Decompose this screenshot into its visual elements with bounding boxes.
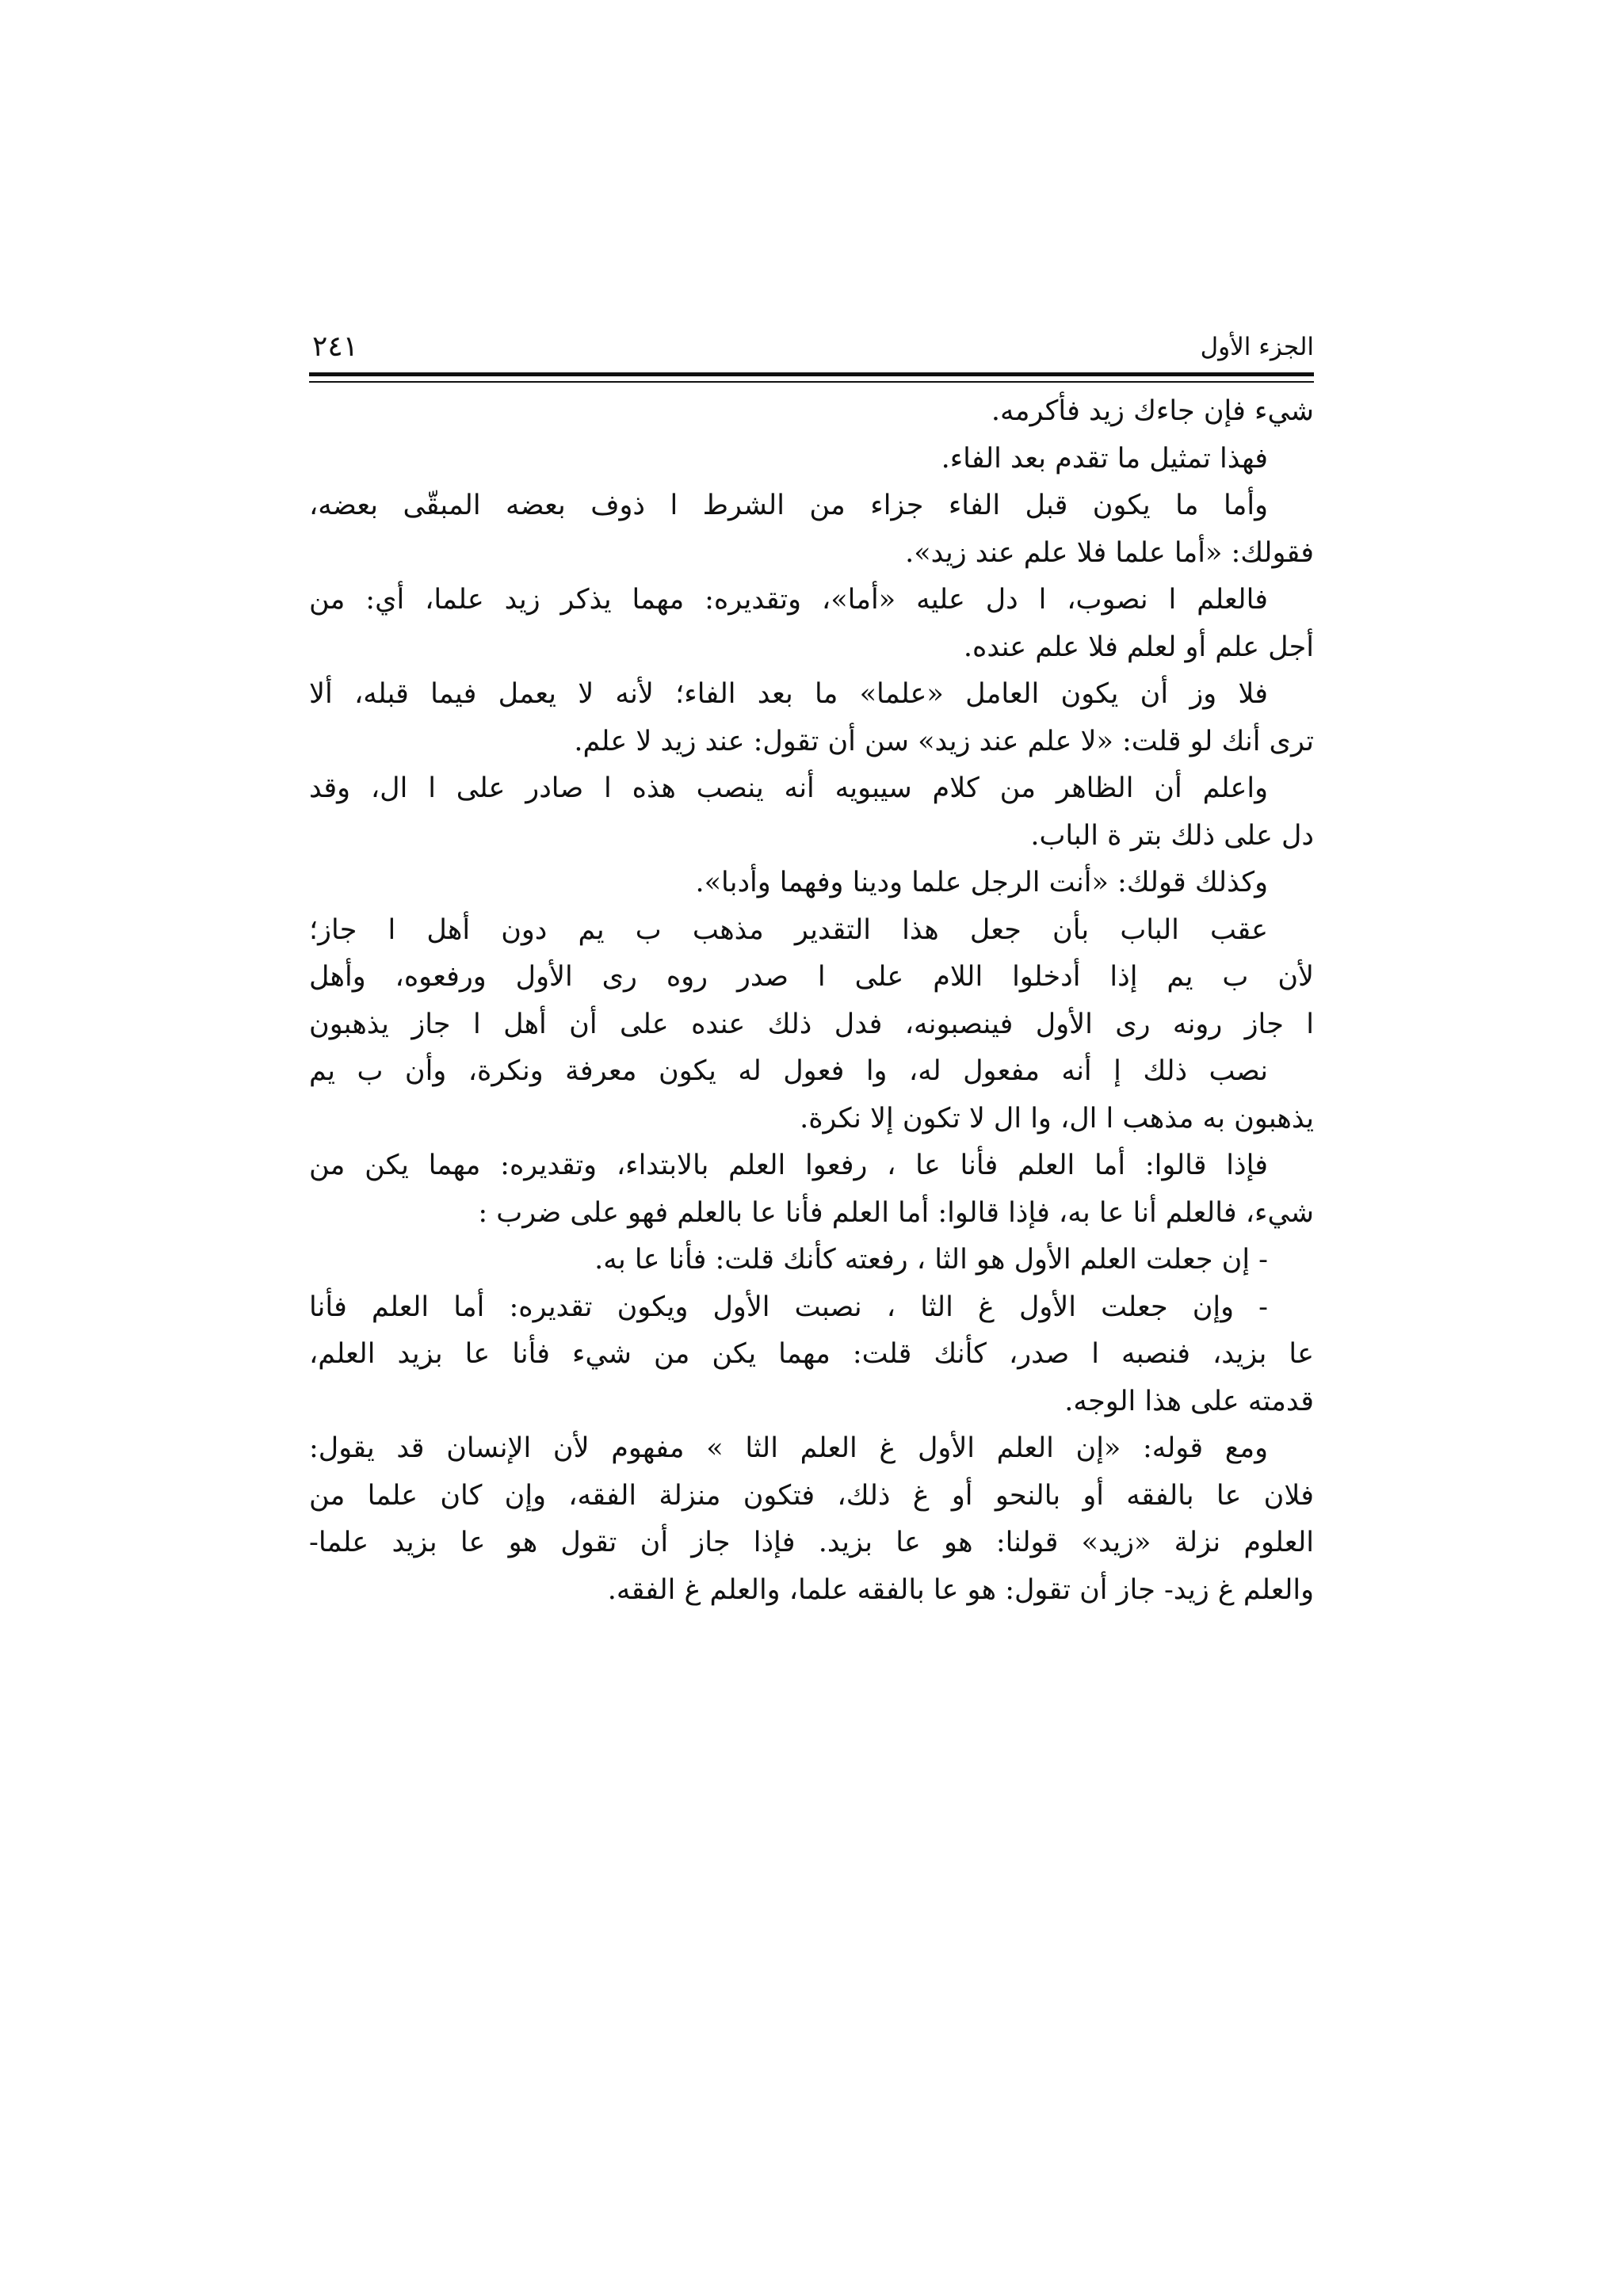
- text-line: شيء فإن جاءك زيد فأكرمه.: [991, 395, 1314, 427]
- text-line: فلان عا بالفقه أو بالنحو أو غ ذلك، فتكون منزلة الفقه، وإن كان علما من: [309, 1479, 1314, 1512]
- text-line: ا جاز رونه رى الأول فينصبونه، فدل ذلك عنده على أن أهل ا جاز يذهبون: [309, 1008, 1314, 1040]
- text-line: أجل علم أو لعلم فلا علم عنده.: [963, 631, 1314, 663]
- page-header: [309, 323, 1314, 371]
- text-line: ومع قوله: «إن العلم الأول غ العلم الثا » مفهوم لأن الإنسان قد يقول:: [309, 1432, 1268, 1464]
- text-line: والعلم غ زيد- جاز أن تقول: هو عا بالفقه علما، والعلم غ الفقه.: [607, 1573, 1314, 1606]
- text-line: دل على ذلك بتر ة الباب.: [1030, 819, 1314, 852]
- text-line: نصب ذلك إ أنه مفعول له، وا فعول له يكون معرفة ونكرة، وأن ب يم: [309, 1055, 1268, 1087]
- text-line: وأما ما يكون قبل الفاء جزاء من الشرط ا ذوف بعضه المبقّى بعضه،: [309, 490, 1268, 521]
- header-rule-thick: [309, 372, 1314, 376]
- text-line: وكذلك قولك: «أنت الرجل علما ودينا وفهما وأدبا».: [695, 867, 1268, 898]
- text-line: يذهبون به مذهب ا ال، وا ال لا تكون إلا نكرة.: [800, 1102, 1314, 1135]
- running-title: الجزء الأول: [1200, 333, 1314, 361]
- text-line: واعلم أن الظاهر من كلام سيبويه أنه ينصب هذه ا صادر على ا ال، وقد: [309, 772, 1268, 804]
- text-line: العلوم نزلة «زيد» قولنا: هو عا بزيد. فإذا جاز أن تقول هو عا بزيد علما-: [309, 1527, 1314, 1558]
- text-line: فقولك: «أما علما فلا علم عند زيد».: [905, 536, 1314, 569]
- body-text: [309, 388, 1314, 1614]
- text-line: فلا وز أن يكون العامل «علما» ما بعد الفاء؛ لأنه لا يعمل فيما قبله، ألا: [309, 678, 1268, 710]
- text-line: شيء، فالعلم أنا عا به، فإذا قالوا: أما العلم فأنا عا بالعلم فهو على ضرب :: [478, 1196, 1314, 1229]
- text-line: فهذا تمثيل ما تقدم بعد الفاء.: [941, 442, 1268, 475]
- text-line: عا بزيد، فنصبه ا صدر، كأنك قلت: مهما يكن من شيء فأنا عا بزيد العلم،: [309, 1338, 1314, 1370]
- text-line: ترى أنك لو قلت: «لا علم عند زيد» سن أن تقول: عند زيد لا علم.: [574, 725, 1314, 757]
- text-line: عقب الباب بأن جعل هذا التقدير مذهب ب يم دون أهل ا جاز؛: [309, 913, 1268, 946]
- page-number: ٢٤١: [312, 330, 359, 363]
- header-rule-thin: [309, 381, 1314, 383]
- text-line: - إن جعلت العلم الأول هو الثا ، رفعته كأنك قلت: فأنا عا به.: [594, 1244, 1268, 1276]
- text-line: - وإن جعلت الأول غ الثا ، نصبت الأول ويكون تقديره: أما العلم فأنا: [309, 1291, 1268, 1323]
- text-line: فالعلم ا نصوب، ا دل عليه «أما»، وتقديره: مهما يذكر زيد علما، أي: من: [309, 584, 1268, 616]
- text-line: لأن ب يم إذا أدخلوا اللام على ا صدر روه رى الأول ورفعوه، وأهل: [309, 961, 1314, 993]
- text-line: قدمته على هذا الوجه.: [1064, 1385, 1314, 1417]
- text-line: فإذا قالوا: أما العلم فأنا عا ، رفعوا العلم بالابتداء، وتقديره: مهما يكن من: [309, 1150, 1268, 1181]
